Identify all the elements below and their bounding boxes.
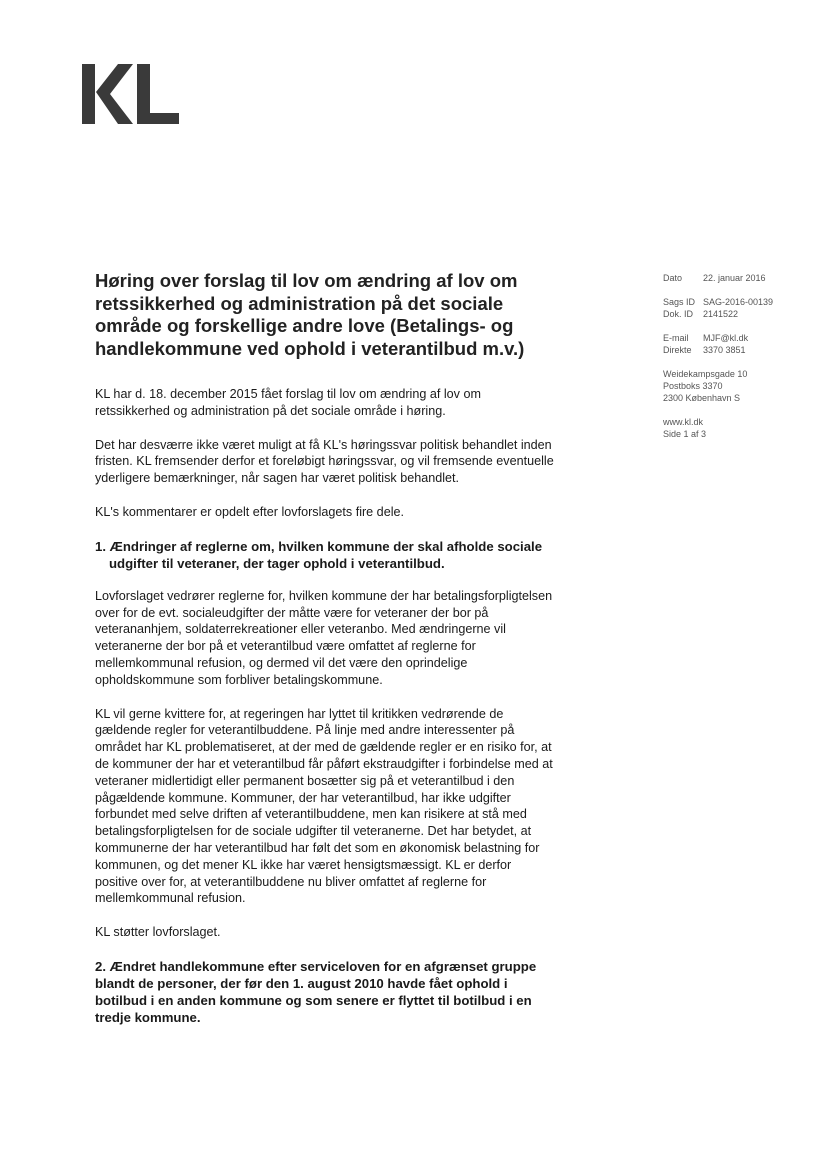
paragraph-structure: KL's kommentarer er opdelt efter lovforslagets fire dele. xyxy=(95,504,404,519)
letter-body xyxy=(95,270,555,1042)
website: www.kl.dk xyxy=(663,417,704,427)
direkte-row xyxy=(663,344,773,356)
kl-logo xyxy=(82,62,182,126)
page-number: Side 1 af 3 xyxy=(663,429,707,439)
paragraph-intro: KL har d. 18. december 2015 fået forslag til lov om ændring af lov om retssikkerhed og administration på det sociale område i høring. xyxy=(95,387,481,418)
paragraph-section1-a: Lovforslaget vedrører reglerne for, hvilken kommune der har betalingsforpligtelsen over for de evt. socialeudgifter der måtte være for veteraner der bor på veterananhjem, soldaterrekreationer eller veteranbo. Med ændringerne vil veteranerne der bor på et veterantilbud være omfattet af reglerne for mellemkommunal refusion, og dermed vil det være den oprindelige opholdskommune som forbliver betalingskommune. xyxy=(95,588,553,687)
dok-id-label: Dok. ID xyxy=(663,309,694,319)
paragraph-preliminary: Det har desværre ikke været muligt at få KL's høringssvar politisk behandlet inden fristen. KL fremsender derfor et foreløbigt høringssvar, og vil fremsende eventuelle yderligere bemærkninger, når sagen har været politisk behandlet. xyxy=(95,437,554,486)
document-title: Høring over forslag til lov om ændring af lov om retssikkerhed og administration på det sociale område og forskellige andre love (Betalings- og handlekommune ved ophold i veterantilbud m.v.) xyxy=(95,270,525,359)
section-2-heading: 2. Ændret handlekommune efter serviceloven for en afgrænset gruppe blandt de personer, der før den 1. august 2010 havde fået ophold i botilbud i en anden kommune og som senere er flyttet til botilbud i en tredje kommune. xyxy=(95,958,537,1025)
letter-metadata xyxy=(663,272,773,452)
sags-id-value: SAG-2016-00139 xyxy=(703,297,774,307)
dok-id-value: 2141522 xyxy=(703,309,739,319)
date-label: Dato xyxy=(663,273,683,283)
email-value: MJF@kl.dk xyxy=(703,333,749,343)
paragraph-section1-b: KL vil gerne kvittere for, at regeringen har lyttet til kritikken vedrørende de gældende regler for veterantilbuddene. På linje med andre interessenter på området har KL problematiseret, at der med de gældende regler er en risiko for, at de kommuner der har et veterantilbud får påført ekstraudgifter i forbindelse med at veteraner midlertidigt eller permanent bosætter sig på et veterantilbud i den pågældende kommune. Kommuner, der har veterantilbud, har ikke udgifter forbundet med selve driften af veterantilbuddene, men kan risikere at stå med betalingsforpligtelsen for de sociale udgifter til veteranerne. Det har betydet, at kommunerne der har veterantilbud har følt det som en økonomisk belastning for kommunen, og det mener KL ikke har været hensigtsmæssigt. KL er derfor positive over for, at veterantilbuddene nu bliver omfattet af reglerne for mellemkommunal refusion. xyxy=(95,706,553,906)
date-value: 22. januar 2016 xyxy=(703,273,766,283)
sags-id-row xyxy=(663,296,773,308)
direkte-value: 3370 3851 xyxy=(703,345,746,355)
paragraph-support: KL støtter lovforslaget. xyxy=(95,925,221,940)
address-line-1: Weidekampsgade 10 xyxy=(663,369,748,379)
email-label: E-mail xyxy=(663,333,689,343)
address-line-3: 2300 København S xyxy=(663,393,741,403)
date-row xyxy=(663,272,773,284)
address-line-2: Postboks 3370 xyxy=(663,381,723,391)
direkte-label: Direkte xyxy=(663,345,692,355)
email-row xyxy=(663,332,773,344)
section-1-heading: 1. Ændringer af reglerne om, hvilken kommune der skal afholde sociale udgifter til veteraner, der tager ophold i veterantilbud. xyxy=(95,538,543,571)
sags-id-label: Sags ID xyxy=(663,297,696,307)
dok-id-row xyxy=(663,308,773,320)
